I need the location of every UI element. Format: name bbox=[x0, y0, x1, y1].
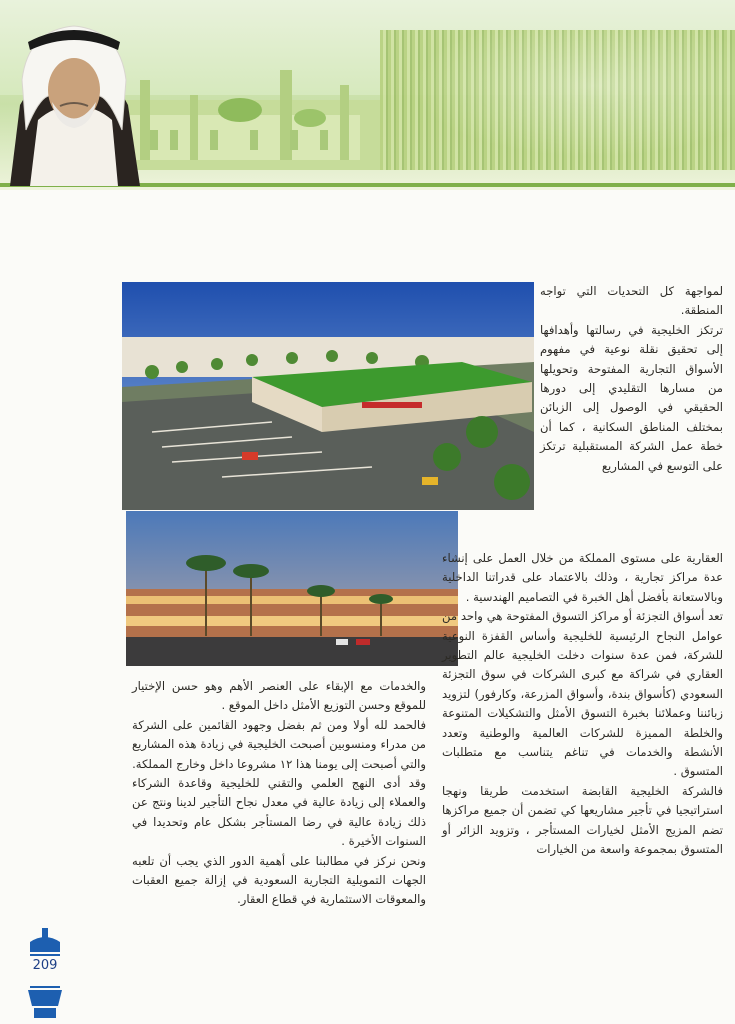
commercial-center-dusk-render bbox=[126, 511, 458, 666]
paragraph: تعد أسواق التجزئة أو مراكز التسوق المفتوحة هي واحد من عوامل النجاح الرئيسية للخليجية وأساس القفزة النوعية للشركة، فمن عدة سنوات دخلت الخليجية عالم التطوير العقاري في شراكة مع كبرى الشركات في سوق التجزئة السعودي (كأسواق بندة، وأسواق المزرعة، وكارفور) لتزويد زبائننا وعملائنا بخبرة التسوق الأمثل والتشكيلات المتنوعة والخلطة المميزة للشركات العالمية والوطنية وتعدد الأنشطة والخدمات في تناغم يتناسب مع متطلبات المتسوق . bbox=[442, 609, 723, 779]
crowd-image-glow bbox=[380, 30, 735, 170]
paragraph: فالشركة الخليجية القابضة استخدمت طريقا ونهجا استراتيجيا في تأجير مشاريعها كي تضمن أن جميع مراكزها تضم المزيج الأمثل لخيارات المستأجر ، وتزويد الزائر أو المتسوق بمجموعة واسعة من الخيارات bbox=[442, 783, 723, 857]
paragraph: وقد أدى النهج العلمي والتقني للخليجية وقاعدة الشركاء والعملاء إلى زيادة عالية في معدل نجاح التأجير لدينا ونتج عن ذلك زيادة عالية في رضا المستأجر بشكل عام وتحديدا في السنوات الأخيرة . bbox=[132, 776, 426, 849]
paragraph: فالحمد لله أولا ومن ثم بفضل وجهود القائمين على الشركة من مدراء ومنسوبين أصبحت الخليجية في زيادة هذه المشاريع والتي أصبحت إلى يومنا هذا ١٢ مشروعا داخل وخارج المملكة. bbox=[132, 717, 426, 771]
paragraph: لمواجهة كل التحديات التي تواجه المنطقة. bbox=[540, 284, 723, 318]
paragraph: ترتكز الخليجية في رسالتها وأهدافها إلى تحقيق نقلة نوعية في مفهوم الأسواق التجارية المفتوحة وتحويلها من مسارها التقليدي إلى دورها الحقيقي في الوصول إلى الزبائن بمختلف المناطق السكانية ، كما أن خطة عمل الشركة المستقبلية ترتكز على التوسع في المشاريع bbox=[540, 322, 723, 473]
portrait-image bbox=[0, 10, 148, 186]
text-column-left bbox=[132, 677, 426, 910]
header-banner bbox=[0, 0, 735, 190]
text-column-right-top bbox=[540, 282, 723, 476]
paragraph: والخدمات مع الإبقاء على العنصر الأهم وهو حسن الإختيار للموقع وحسن التوزيع الأمثل داخل الموقع . bbox=[132, 679, 426, 713]
page-number: 209 bbox=[32, 958, 58, 973]
text-column-right-bottom bbox=[442, 549, 723, 860]
paragraph: العقارية على مستوى المملكة من خلال العمل على إنشاء عدة مراكز تجارية ، وذلك بالاعتماد على قدراتنا الداخلية وبالاستعانة بأفضل أهل الخبرة في التصاميم الهندسية . bbox=[442, 551, 723, 604]
shopping-center-render bbox=[122, 282, 534, 510]
mosque-image bbox=[110, 60, 380, 170]
page-ornament-icon bbox=[22, 928, 68, 1020]
paragraph: ونحن نركز في مطالبنا على أهمية الدور الذي يجب أن تلعبه الجهات التمويلية التجارية السعودية في إزالة جميع العقبات والمعوقات الاستثمارية في قطاع العقار. bbox=[132, 853, 426, 907]
